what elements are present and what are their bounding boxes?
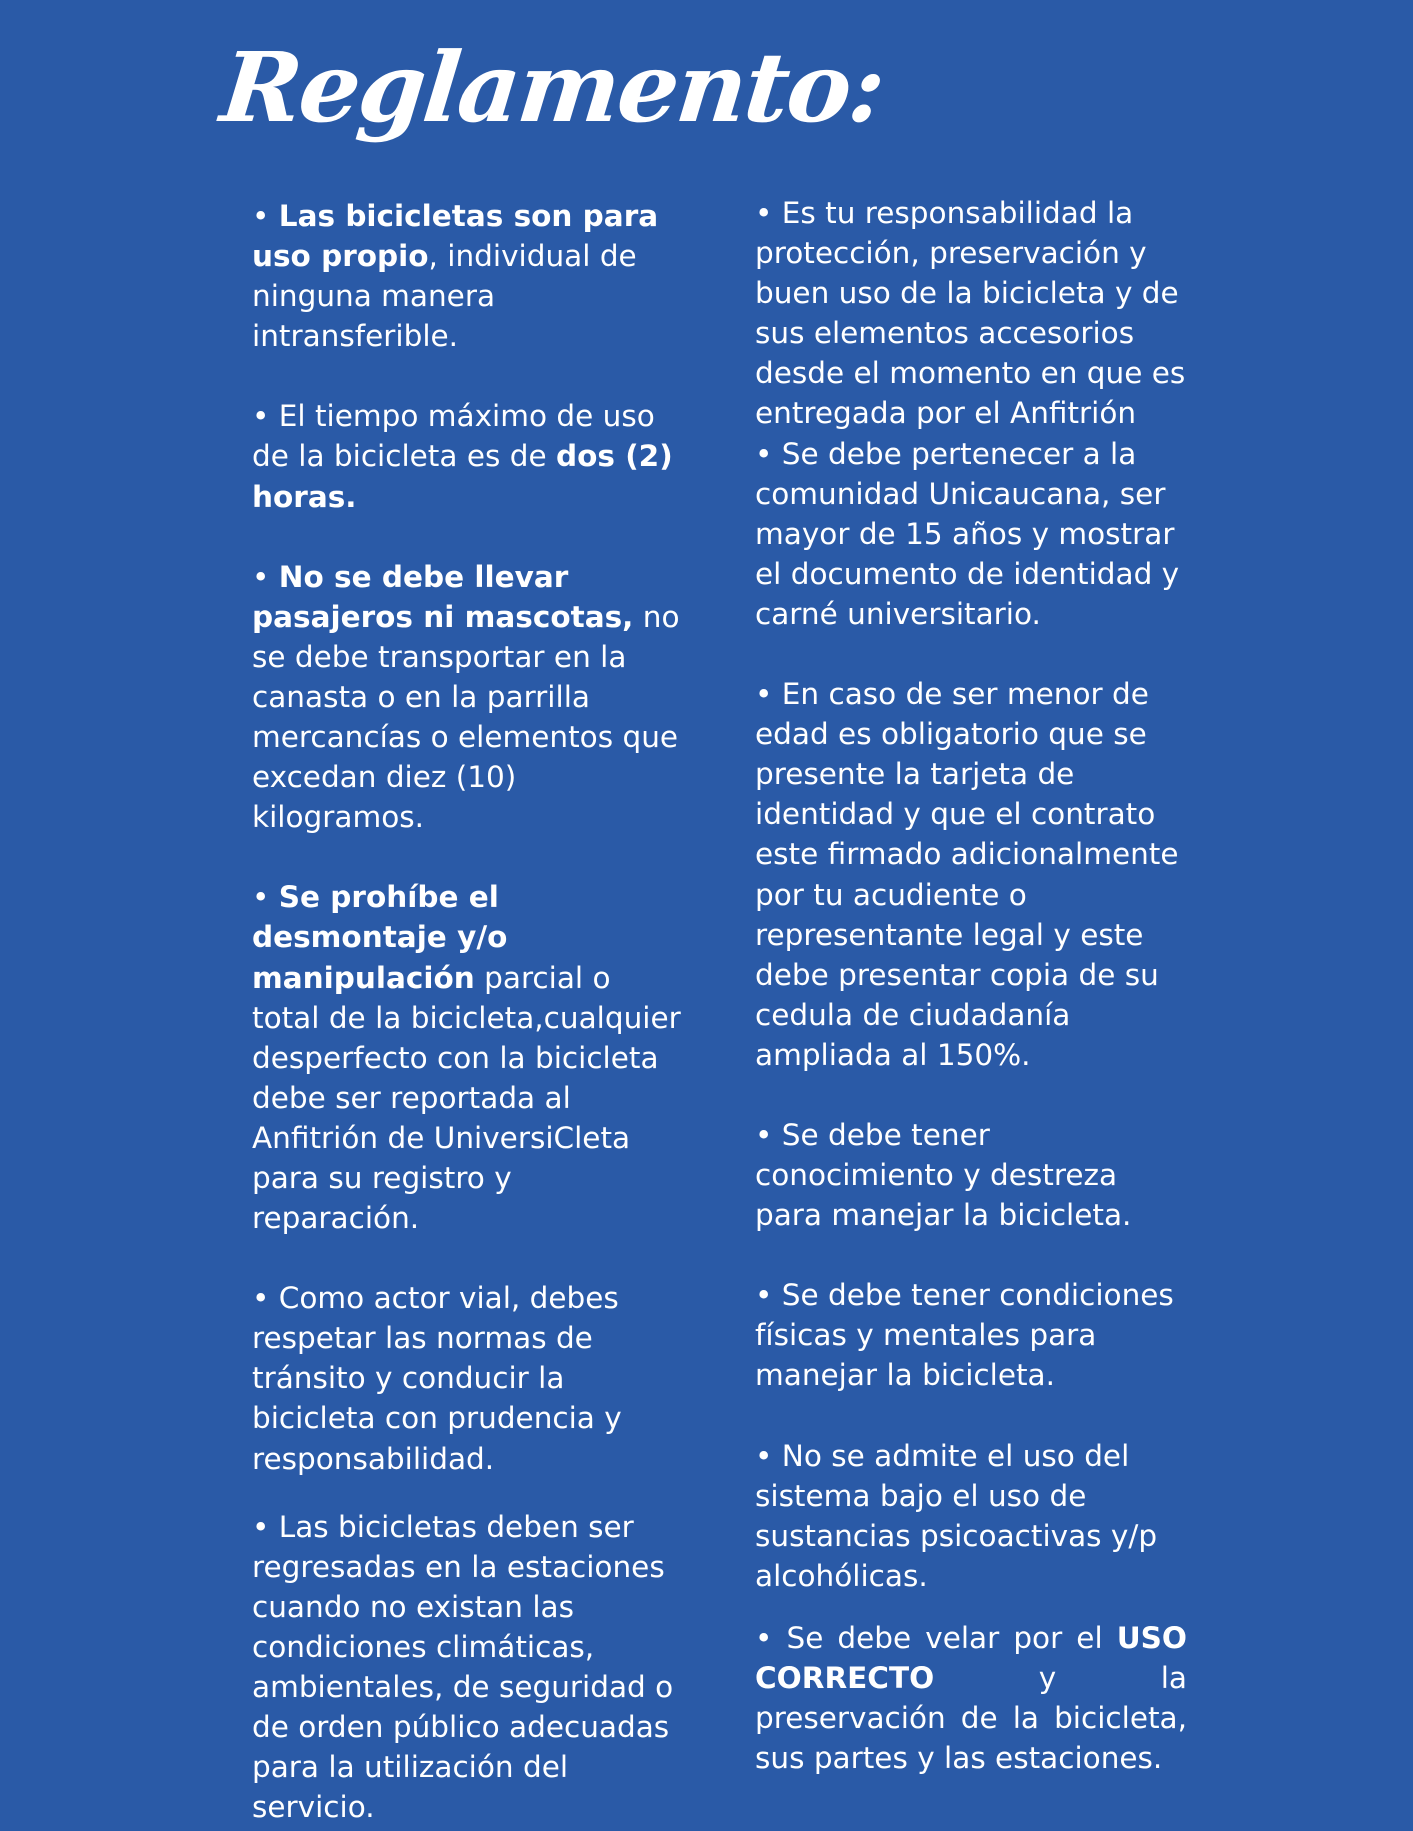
rule-text: • Las bicicletas deben ser regresadas en la estaciones cuando no existan las condiciones climáticas, ambientales, de seguridad o de orden público adecuadas para la utilización del servicio. (252, 1509, 674, 1825)
rule-item (755, 1618, 1187, 1778)
rule-text: y la preservación de la bicicleta, sus partes y las estaciones. (755, 1661, 1187, 1776)
rule-text: • Como actor vial, debes respetar las normas de tránsito y conducir la bicicleta con prudencia y responsabilidad. (252, 1281, 622, 1476)
rule-item (252, 1507, 682, 1828)
rule-text: • No se admite el uso del sistema bajo el uso de sustancias psicoactivas y/p alcohólicas. (755, 1438, 1158, 1593)
rule-text: • Se debe pertenecer a la comunidad Unicaucana, ser mayor de 15 años y mostrar el documento de identidad y carné universitario. (755, 436, 1180, 631)
rule-text: • (252, 559, 279, 594)
rule-text: parcial o total de la bicicleta,cualquier desperfecto con la bicicleta debe ser reportada al Anfitrión de UniversiCleta para su registro y reparación. (252, 960, 681, 1236)
rule-text: • Es tu responsabilidad la protección, preservación y buen uso de la bicicleta y de sus elementos accesorios desde el momento en que es entregada por el Anfitrión (755, 196, 1186, 431)
rule-item (755, 193, 1187, 434)
rule-item (252, 396, 682, 516)
rule-text: , individual de ninguna manera intransferible. (252, 239, 637, 354)
rule-text: • El tiempo máximo de uso de la bicicleta es de (252, 399, 655, 474)
rule-text: • (252, 880, 279, 915)
page-title: Reglamento: (216, 31, 889, 144)
rule-emphasis: No se debe llevar pasajeros ni mascotas, (252, 559, 634, 634)
rule-emphasis: USO CORRECTO (755, 1620, 1187, 1695)
rule-item (755, 1275, 1187, 1395)
rules-column-right (755, 193, 1187, 1778)
rule-text: • (252, 199, 279, 233)
rule-item (252, 557, 682, 838)
rule-text: • En caso de ser menor de edad es obligatorio que se presente la tarjeta de identidad y que el contrato este firmado adicionalmente por tu acudiente o representante legal y este debe presentar copia de su cedula de ciudadanía ampliada al 150%. (755, 677, 1179, 1072)
rule-text: no se debe transportar en la canasta o en la parrilla mercancías o elementos que excedan diez (10) kilogramos. (252, 599, 680, 835)
rule-text: • Se debe velar por el (755, 1620, 1117, 1655)
rule-text: • Se debe tener conocimiento y destreza para manejar la bicicleta. (755, 1117, 1132, 1233)
rules-column-left (252, 196, 682, 1827)
rule-text: • Se debe tener condiciones físicas y mentales para manejar la bicicleta. (755, 1278, 1174, 1393)
rule-item (755, 674, 1187, 1075)
rule-item (755, 434, 1187, 634)
rule-item (252, 196, 682, 356)
rule-item (755, 1115, 1187, 1235)
rule-item (252, 877, 682, 1238)
rule-emphasis: Se prohíbe el desmontaje y/o manipulación (252, 880, 508, 995)
rule-item (755, 1436, 1187, 1596)
rule-item (252, 1278, 682, 1478)
rule-emphasis: Las bicicletas son para uso propio (252, 199, 659, 274)
rule-emphasis: dos (2) horas. (252, 439, 673, 514)
